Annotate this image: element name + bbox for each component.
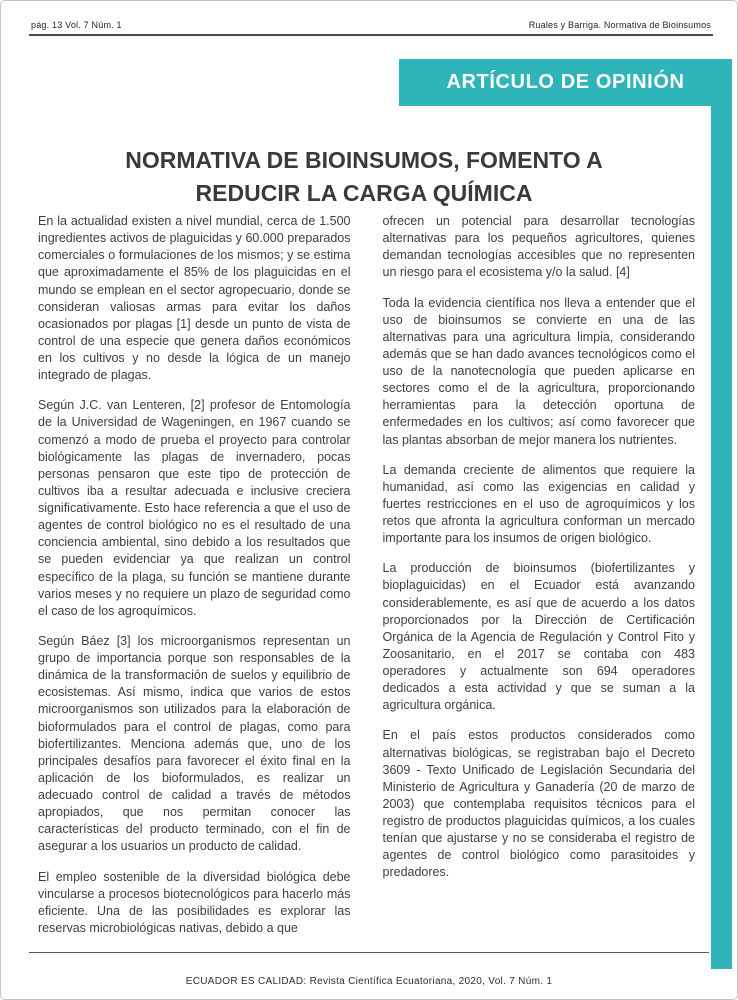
journal-footer: ECUADOR ES CALIDAD: Revista Científica Ecuatoriana, 2020, Vol. 7 Núm. 1 [185,976,553,987]
article-body [38,213,695,950]
paragraph: Toda la evidencia científica nos lleva a entender que el uso de bioinsumos se convierte en una de las alternativas para una agricultura limpia, considerando además que se han dado avances tecnológicos como el uso de la nanotecnología que pueden aplicarse en sectores como el de la agricultura, proporcionando herramientas para la detección oportuna de enfermedades en los cultivos; así como favorecer que las plantas absorban de mejor manera los nutrientes. [382,295,695,447]
header-rule [29,34,713,36]
paragraph: Según Báez [3] los microorganismos representan un grupo de importancia porque son responsables de la dinámica de la transformación de suelos y equilibrio de ecosistemas. Así mismo, indica que varios de estos microorganismos son utilizados para la elaboración de bioformulados para el control de plagas, como para biofertilizantes. Menciona además que, uno de los principales desafíos para favorecer el éxito final en la aplicación de los bioformulados, es realizar un adecuado control de calidad a través de métodos apropiados, que nos permitan conocer las características del producto terminado, con el fin de asegurar a los usuarios un producto de calidad. [38,633,351,854]
article-title: NORMATIVA DE BIOINSUMOS, FOMENTO A REDUCIR LA CARGA QUÍMICA [125,147,603,206]
right-column [383,213,696,950]
paragraph: Según J.C. van Lenteren, [2] profesor de Entomología de la Universidad de Wageningen, en 1967 cuando se comenzó a modo de prueba el proyecto para controlar biológicamente las plagas de invernadero, pocas personas pensaron que este tipo de protección de cultivos iba a resultar adecuada e inclusive creciera significativamente. Esto hace referencia a que el uso de agentes de control biológico no es el resultado de una conciencia ambiental, sino debido a los resultados que se pueden evidenciar ya que realizan un control específico de la plaga, su función se mantiene durante varios meses y no requiere un plazo de seguridad como el caso de los agroquímicos. [38,398,351,618]
paragraph: La demanda creciente de alimentos que requiere la humanidad, así como las exigencias en calidad y fuertes restricciones en el uso de agroquímicos y los retos que afronta la agricultura conforman un mercado importante para los insumos de origen biológico. [382,462,695,546]
page-header [31,20,711,30]
left-column [38,213,351,950]
header-page-info: pág. 13 Vol. 7 Núm. 1 [31,20,122,30]
banner-label: ARTÍCULO DE OPINIÓN [446,71,685,93]
opinion-article-banner [399,59,732,106]
paragraph: ofrecen un potencial para desarrollar tecnologías alternativas para los pequeños agricultores, quienes demandan tecnologías accesibles que no representen un riesgo para el ecosistema y/o la salud. [4] [382,214,695,280]
accent-side-bar [711,59,732,969]
paragraph: El empleo sostenible de la diversidad biológica debe vincularse a procesos biotecnológicos para hacerlo más eficiente. Una de las posibilidades es explorar las reservas microbiológicas nativas, debido a que [38,869,351,935]
footer-rule [29,952,709,953]
paragraph: En el país estos productos considerados como alternativas biológicas, se registraban bajo el Decreto 3609 - Texto Unificado de Legislación Secundaria del Ministerio de Agricultura y Ganadería (20 de marzo de 2003) que contemplaba requisitos técnicos para el registro de productos plaguicidas químicos, a los cuales tenían que ajustarse y no se consideraba el registro de agentes de control biológico como parasitoides y predadores. [382,728,695,880]
paragraph: En la actualidad existen a nivel mundial, cerca de 1.500 ingredientes activos de plaguicidas y 60.000 preparados comerciales o formulaciones de los mismos; y se estima que aproximadamente el 85% de los plaguicidas en el mundo se emplean en el sector agropecuario, donde se consideran valiosas armas para evitar los daños ocasionados por plagas [1] desde un punto de vista de control de una especie que genera daños económicos en los cultivos y no desde la lógica de un manejo integrado de plagas. [38,214,351,383]
paragraph: La producción de bioinsumos (biofertilizantes y bioplaguicidas) en el Ecuador está avanzando considerablemente, es así que de acuerdo a los datos proporcionados por la Dirección de Certificación Orgánica de la Agencia de Regulación y Control Fito y Zoosanitario, en el 2017 se contaba con 483 operadores y actualmente son 694 operadores dedicados a esta actividad y que se suman a la agricultura orgánica. [382,561,695,713]
header-running-title: Ruales y Barriga. Normativa de Bioinsumos [528,20,711,30]
